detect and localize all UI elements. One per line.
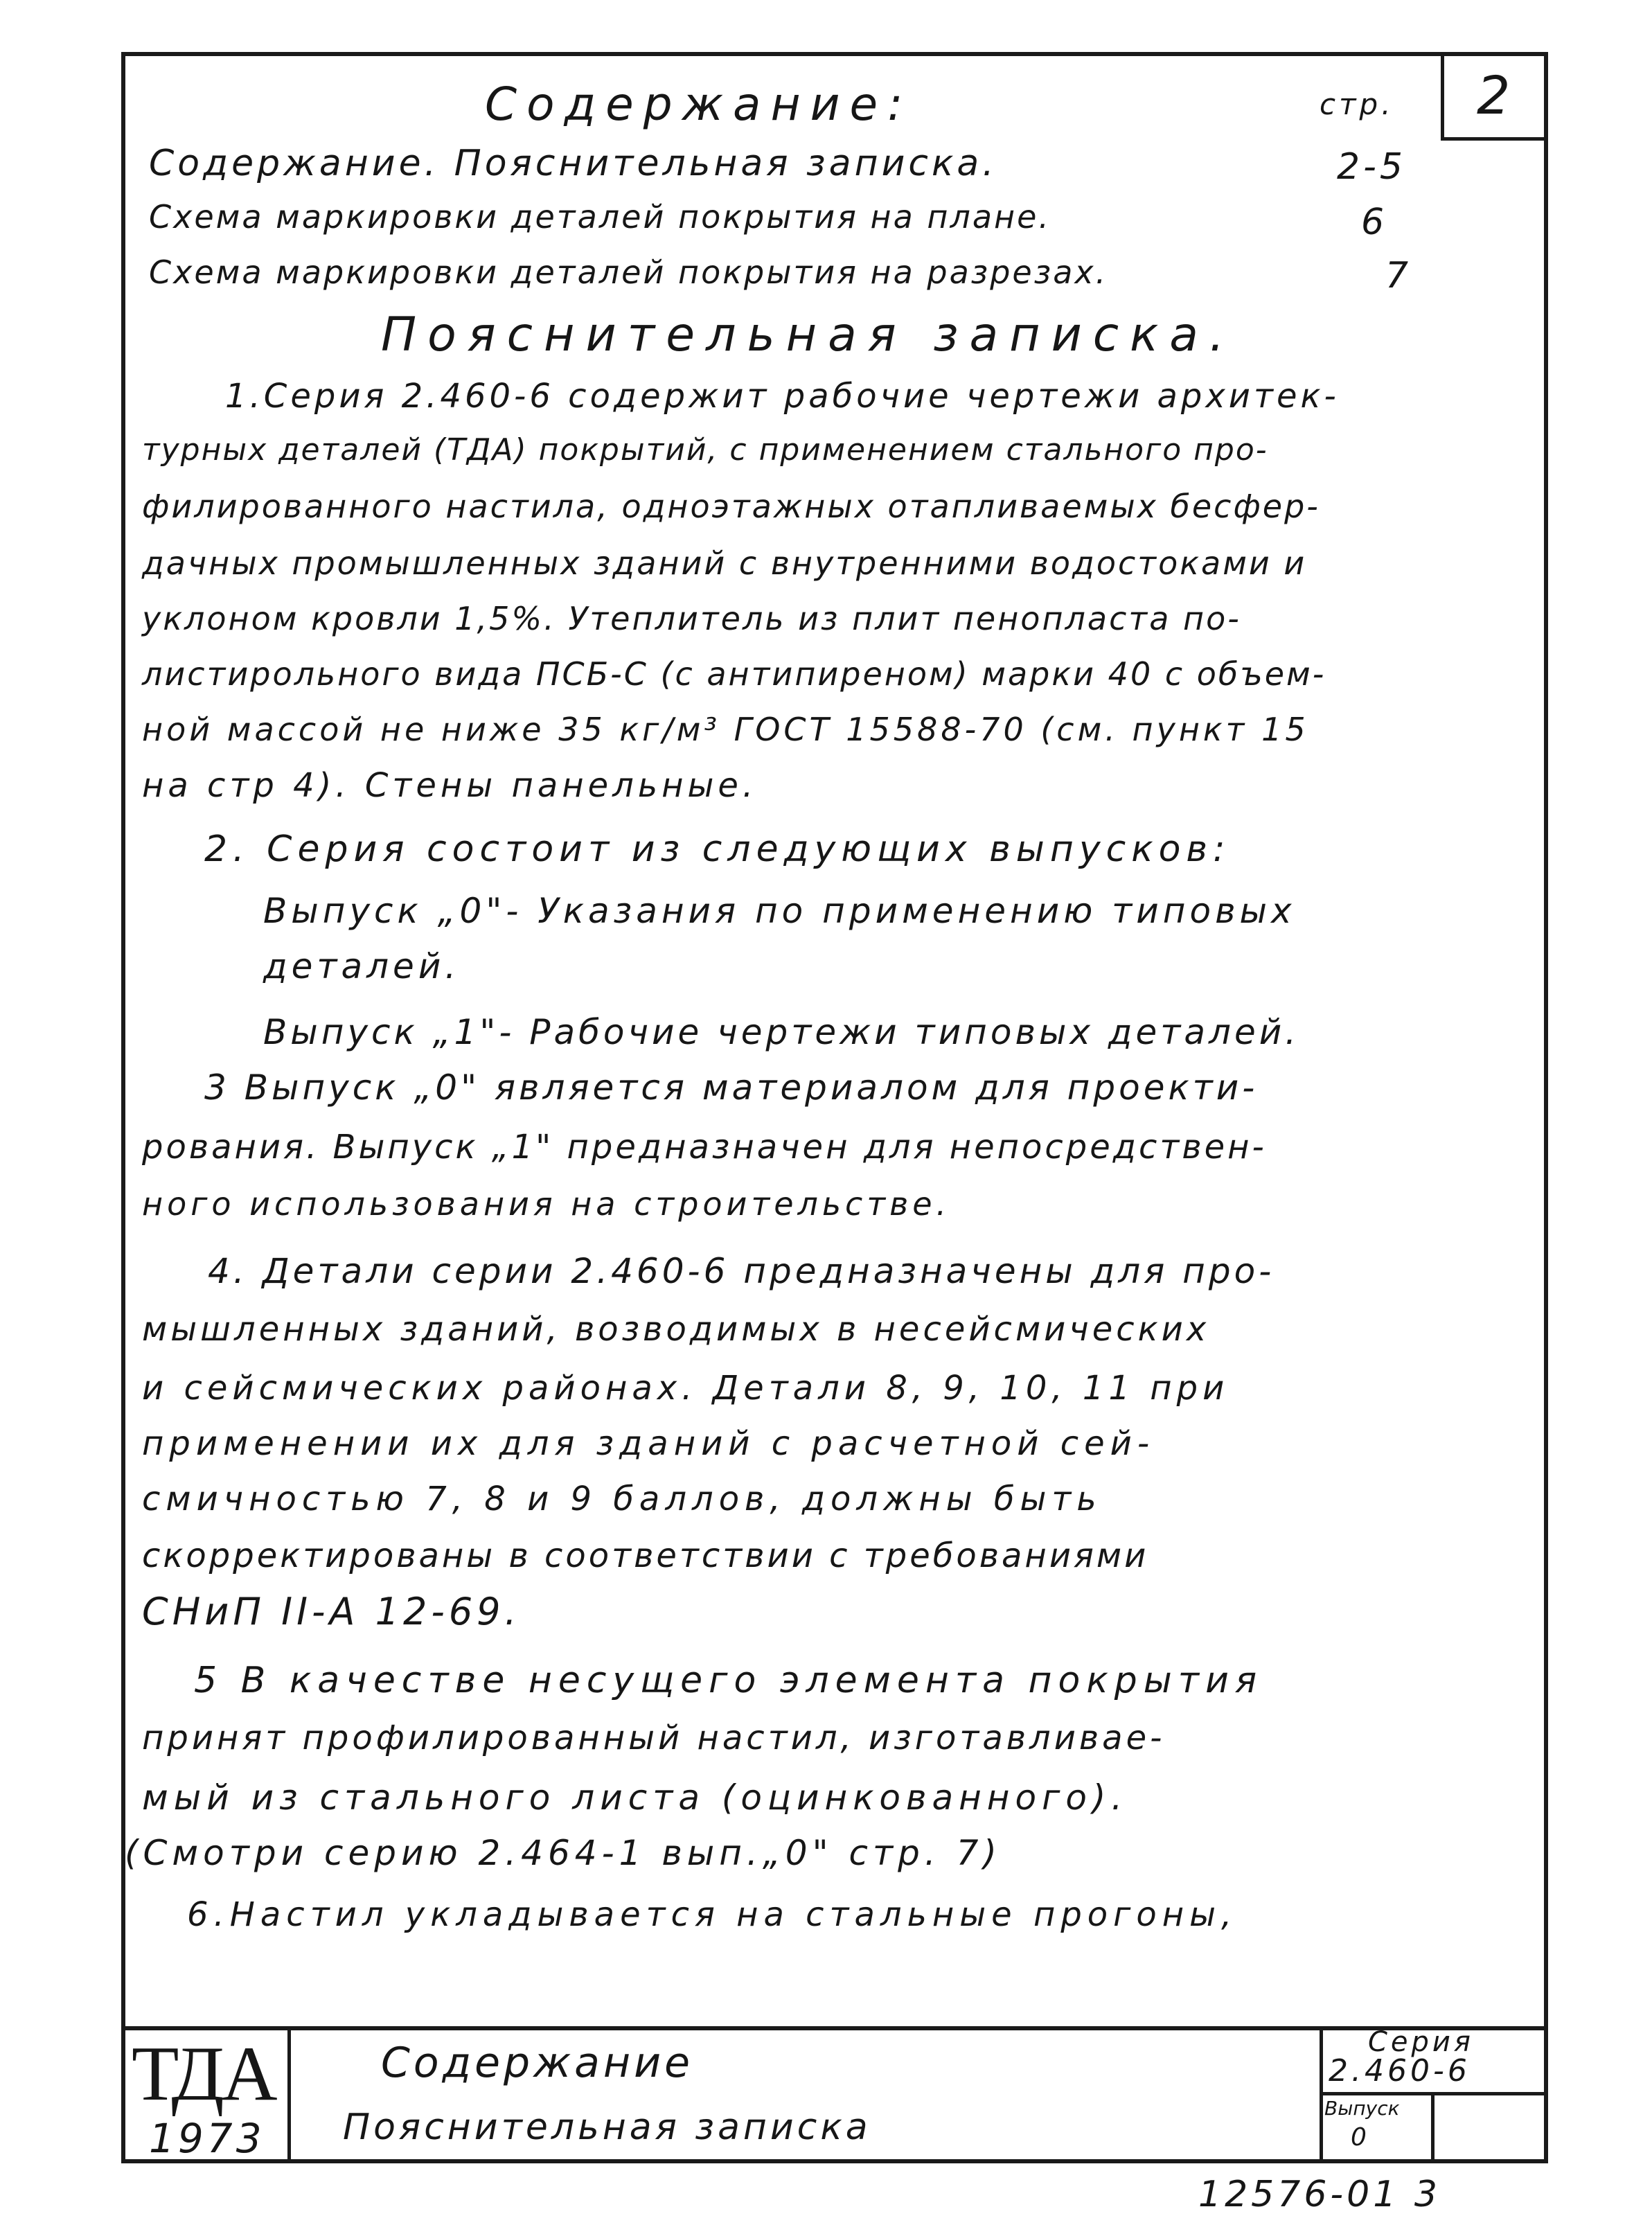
- title-block-divider: [1431, 2092, 1435, 2163]
- contents-heading: Содержание:: [485, 78, 913, 131]
- body-line: ного использования на строительстве.: [142, 1185, 951, 1223]
- series-value: 2.460-6: [1329, 2053, 1471, 2089]
- body-line: и сейсмических районах. Детали 8, 9, 10, 11 при: [142, 1369, 1229, 1408]
- title-block-divider: [287, 2026, 291, 2163]
- body-line: 5 В качестве несущего элемента покрытия: [194, 1660, 1263, 1701]
- document-code: 12576-01 3: [1198, 2174, 1441, 2215]
- title-block-title: Содержание: [381, 2039, 694, 2087]
- page-label: стр.: [1320, 87, 1394, 121]
- body-line: (Смотри серию 2.464-1 вып.„0" стр. 7): [125, 1833, 1002, 1873]
- body-line: 4. Детали серии 2.460-6 предназначены для про-: [208, 1251, 1275, 1291]
- body-line: СНиП II-А 12-69.: [142, 1590, 521, 1633]
- body-line: смичностью 7, 8 и 9 баллов, должны быть: [142, 1480, 1102, 1518]
- toc-item-pages: 2-5: [1337, 146, 1406, 188]
- issue-value: 0: [1351, 2123, 1370, 2152]
- body-line: мый из стального листа (оцинкованного).: [142, 1778, 1128, 1818]
- toc-item-title: Схема маркировки деталей покрытия на разрезах.: [149, 254, 1108, 291]
- body-line: деталей.: [263, 946, 461, 986]
- title-block-subtitle: Пояснительная записка: [343, 2107, 871, 2148]
- body-line: турных деталей (ТДА) покрытий, с применением стального про-: [142, 432, 1268, 468]
- issue-label: Выпуск: [1324, 2097, 1400, 2120]
- toc-item-pages: 7: [1385, 255, 1412, 296]
- body-line: 6.Настил укладывается на стальные прогоны,: [187, 1895, 1238, 1934]
- body-line: применении их для зданий с расчетной сей-: [142, 1424, 1155, 1463]
- body-line: рования. Выпуск „1" предназначен для непосредствен-: [142, 1128, 1267, 1167]
- body-line: дачных промышленных зданий с внутренними водостоками и: [142, 544, 1307, 582]
- body-line: 3 Выпуск „0" является материалом для проекти-: [204, 1067, 1259, 1108]
- toc-item-title: Содержание. Пояснительная записка.: [149, 143, 997, 184]
- body-line: филированного настила, одноэтажных отапливаемых бесфер-: [142, 488, 1320, 525]
- body-line: листирольного вида ПСБ-С (с антипиреном) марки 40 с объем-: [142, 655, 1326, 693]
- body-line: мышленных зданий, возводимых в несейсмических: [142, 1310, 1210, 1349]
- body-line: Выпуск „0"- Указания по применению типовых: [263, 891, 1296, 931]
- page-number: 2: [1477, 64, 1514, 126]
- title-block-border: [121, 2026, 1548, 2030]
- title-block-year: 1973: [149, 2115, 265, 2162]
- series-label: Серия: [1368, 2026, 1474, 2058]
- toc-item-title: Схема маркировки деталей покрытия на плане.: [149, 198, 1051, 236]
- body-line: ной массой не ниже 35 кг/м³ ГОСТ 15588-70 (см. пункт 15: [142, 711, 1309, 748]
- tda-logo: ТДА: [132, 2031, 275, 2117]
- body-line: 1.Серия 2.460-6 содержит рабочие чертежи архитек-: [225, 377, 1340, 416]
- title-block-divider: [1320, 2092, 1548, 2095]
- body-line: 2. Серия состоит из следующих выпусков:: [204, 828, 1231, 870]
- body-line: уклоном кровли 1,5%. Утеплитель из плит пенопласта по-: [142, 600, 1241, 637]
- toc-item-pages: 6: [1361, 202, 1388, 243]
- note-heading: Пояснительная записка.: [381, 308, 1236, 362]
- body-line: Выпуск „1"- Рабочие чертежи типовых деталей.: [263, 1012, 1300, 1052]
- body-line: на стр 4). Стены панельные.: [142, 766, 758, 805]
- body-line: принят профилированный настил, изготавливае-: [142, 1719, 1166, 1757]
- body-line: скорректированы в соответствии с требованиями: [142, 1536, 1149, 1575]
